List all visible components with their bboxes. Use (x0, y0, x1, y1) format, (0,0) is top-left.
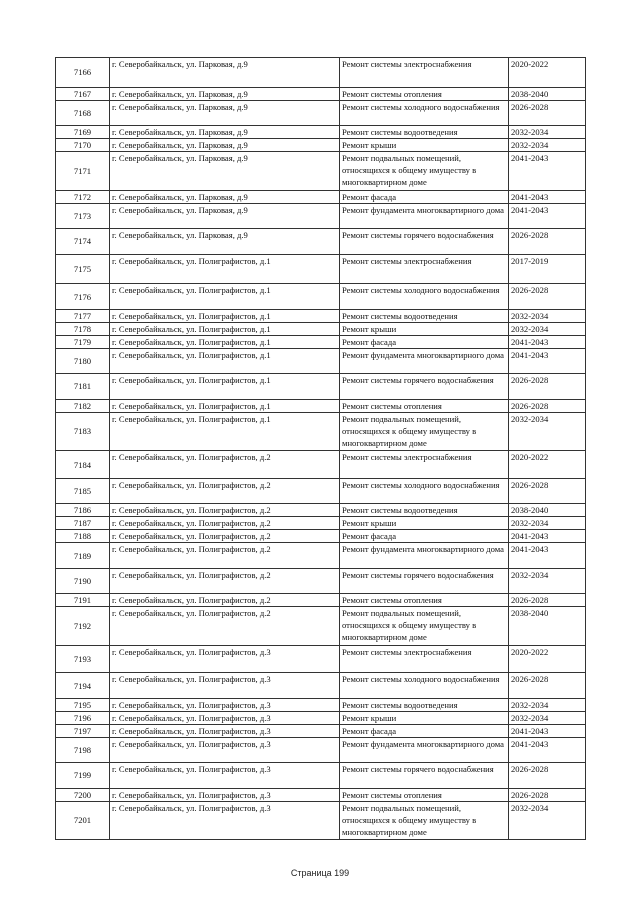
period-cell: 2020-2022 (509, 451, 586, 479)
period-cell: 2020-2022 (509, 58, 586, 88)
address-cell: г. Северобайкальск, ул. Полиграфистов, д.1 (110, 399, 340, 412)
address-cell: г. Северобайкальск, ул. Полиграфистов, д.2 (110, 543, 340, 568)
table-row (56, 229, 586, 254)
table-row (56, 788, 586, 801)
address-cell: г. Северобайкальск, ул. Полиграфистов, д.3 (110, 737, 340, 762)
work-type-cell: Ремонт подвальных помещений, относящихся к общему имуществу в многоквартирном доме (340, 412, 509, 451)
table-row (56, 530, 586, 543)
address-cell: г. Северобайкальск, ул. Парковая, д.9 (110, 139, 340, 152)
work-type-cell: Ремонт подвальных помещений, относящихся к общему имуществу в многоквартирном доме (340, 801, 509, 840)
row-number: 7181 (56, 374, 110, 399)
table-row (56, 594, 586, 607)
address-cell: г. Северобайкальск, ул. Полиграфистов, д.2 (110, 478, 340, 503)
work-type-cell: Ремонт фасада (340, 335, 509, 348)
table-row (56, 478, 586, 503)
row-number: 7189 (56, 543, 110, 568)
address-cell: г. Северобайкальск, ул. Полиграфистов, д.3 (110, 698, 340, 711)
period-cell: 2032-2034 (509, 139, 586, 152)
table-row (56, 399, 586, 412)
row-number: 7174 (56, 229, 110, 254)
row-number: 7192 (56, 607, 110, 646)
address-cell: г. Северобайкальск, ул. Полиграфистов, д.3 (110, 711, 340, 724)
address-cell: г. Северобайкальск, ул. Полиграфистов, д.1 (110, 412, 340, 451)
period-cell: 2032-2034 (509, 517, 586, 530)
period-cell: 2032-2034 (509, 322, 586, 335)
work-type-cell: Ремонт подвальных помещений, относящихся к общему имуществу в многоквартирном доме (340, 152, 509, 191)
address-cell: г. Северобайкальск, ул. Полиграфистов, д.1 (110, 348, 340, 373)
period-cell: 2026-2028 (509, 673, 586, 698)
period-cell: 2032-2034 (509, 568, 586, 593)
row-number: 7196 (56, 711, 110, 724)
row-number: 7169 (56, 126, 110, 139)
period-cell: 2038-2040 (509, 504, 586, 517)
row-number: 7180 (56, 348, 110, 373)
work-type-cell: Ремонт фундамента многоквартирного дома (340, 543, 509, 568)
row-number: 7183 (56, 412, 110, 451)
period-cell: 2026-2028 (509, 284, 586, 309)
row-number: 7195 (56, 698, 110, 711)
work-type-cell: Ремонт системы холодного водоснабжения (340, 100, 509, 125)
work-type-cell: Ремонт системы электроснабжения (340, 254, 509, 284)
table-row (56, 763, 586, 788)
work-type-cell: Ремонт системы электроснабжения (340, 451, 509, 479)
period-cell: 2032-2034 (509, 309, 586, 322)
work-type-cell: Ремонт системы отопления (340, 87, 509, 100)
work-type-cell: Ремонт системы отопления (340, 788, 509, 801)
table-row (56, 504, 586, 517)
period-cell: 2026-2028 (509, 594, 586, 607)
row-number: 7185 (56, 478, 110, 503)
address-cell: г. Северобайкальск, ул. Полиграфистов, д.3 (110, 724, 340, 737)
period-cell: 2041-2043 (509, 543, 586, 568)
period-cell: 2020-2022 (509, 645, 586, 673)
table-row (56, 645, 586, 673)
work-type-cell: Ремонт крыши (340, 517, 509, 530)
table-row (56, 543, 586, 568)
table-row (56, 801, 586, 840)
row-number: 7166 (56, 58, 110, 88)
table-body (56, 58, 586, 840)
table-row (56, 254, 586, 284)
row-number: 7186 (56, 504, 110, 517)
row-number: 7187 (56, 517, 110, 530)
table-row (56, 673, 586, 698)
period-cell: 2041-2043 (509, 203, 586, 228)
table-row (56, 126, 586, 139)
table-row (56, 203, 586, 228)
row-number: 7184 (56, 451, 110, 479)
row-number: 7194 (56, 673, 110, 698)
work-type-cell: Ремонт системы горячего водоснабжения (340, 568, 509, 593)
row-number: 7190 (56, 568, 110, 593)
row-number: 7172 (56, 190, 110, 203)
period-cell: 2041-2043 (509, 530, 586, 543)
period-cell: 2032-2034 (509, 412, 586, 451)
work-type-cell: Ремонт фасада (340, 530, 509, 543)
repair-schedule-table (55, 57, 586, 840)
work-type-cell: Ремонт системы холодного водоснабжения (340, 673, 509, 698)
address-cell: г. Северобайкальск, ул. Полиграфистов, д.2 (110, 568, 340, 593)
table-row (56, 348, 586, 373)
work-type-cell: Ремонт системы холодного водоснабжения (340, 478, 509, 503)
work-type-cell: Ремонт фасада (340, 724, 509, 737)
address-cell: г. Северобайкальск, ул. Полиграфистов, д.3 (110, 801, 340, 840)
table-row (56, 152, 586, 191)
address-cell: г. Северобайкальск, ул. Полиграфистов, д.2 (110, 451, 340, 479)
work-type-cell: Ремонт крыши (340, 139, 509, 152)
period-cell: 2026-2028 (509, 229, 586, 254)
row-number: 7198 (56, 737, 110, 762)
address-cell: г. Северобайкальск, ул. Парковая, д.9 (110, 229, 340, 254)
table-row (56, 724, 586, 737)
row-number: 7193 (56, 645, 110, 673)
table-row (56, 737, 586, 762)
row-number: 7200 (56, 788, 110, 801)
period-cell: 2026-2028 (509, 788, 586, 801)
table-row (56, 58, 586, 88)
period-cell: 2026-2028 (509, 374, 586, 399)
row-number: 7182 (56, 399, 110, 412)
table-row (56, 190, 586, 203)
period-cell: 2032-2034 (509, 711, 586, 724)
address-cell: г. Северобайкальск, ул. Полиграфистов, д.2 (110, 607, 340, 646)
row-number: 7176 (56, 284, 110, 309)
period-cell: 2026-2028 (509, 399, 586, 412)
table-row (56, 517, 586, 530)
row-number: 7197 (56, 724, 110, 737)
row-number: 7191 (56, 594, 110, 607)
address-cell: г. Северобайкальск, ул. Парковая, д.9 (110, 126, 340, 139)
address-cell: г. Северобайкальск, ул. Полиграфистов, д.2 (110, 594, 340, 607)
work-type-cell: Ремонт системы горячего водоснабжения (340, 763, 509, 788)
address-cell: г. Северобайкальск, ул. Парковая, д.9 (110, 190, 340, 203)
period-cell: 2026-2028 (509, 478, 586, 503)
table-row (56, 412, 586, 451)
work-type-cell: Ремонт крыши (340, 711, 509, 724)
row-number: 7171 (56, 152, 110, 191)
table-row (56, 711, 586, 724)
row-number: 7168 (56, 100, 110, 125)
work-type-cell: Ремонт фундамента многоквартирного дома (340, 203, 509, 228)
address-cell: г. Северобайкальск, ул. Полиграфистов, д.1 (110, 322, 340, 335)
row-number: 7199 (56, 763, 110, 788)
period-cell: 2041-2043 (509, 348, 586, 373)
row-number: 7177 (56, 309, 110, 322)
address-cell: г. Северобайкальск, ул. Полиграфистов, д.2 (110, 504, 340, 517)
row-number: 7173 (56, 203, 110, 228)
work-type-cell: Ремонт системы электроснабжения (340, 645, 509, 673)
period-cell: 2017-2019 (509, 254, 586, 284)
work-type-cell: Ремонт фундамента многоквартирного дома (340, 737, 509, 762)
table-row (56, 568, 586, 593)
work-type-cell: Ремонт системы водоотведения (340, 126, 509, 139)
address-cell: г. Северобайкальск, ул. Полиграфистов, д.3 (110, 673, 340, 698)
table-row (56, 374, 586, 399)
period-cell: 2026-2028 (509, 763, 586, 788)
row-number: 7175 (56, 254, 110, 284)
row-number: 7179 (56, 335, 110, 348)
table-row (56, 451, 586, 479)
address-cell: г. Северобайкальск, ул. Парковая, д.9 (110, 87, 340, 100)
address-cell: г. Северобайкальск, ул. Парковая, д.9 (110, 100, 340, 125)
period-cell: 2032-2034 (509, 801, 586, 840)
work-type-cell: Ремонт системы электроснабжения (340, 58, 509, 88)
work-type-cell: Ремонт фундамента многоквартирного дома (340, 348, 509, 373)
table-row (56, 335, 586, 348)
period-cell: 2038-2040 (509, 607, 586, 646)
address-cell: г. Северобайкальск, ул. Полиграфистов, д.1 (110, 254, 340, 284)
address-cell: г. Северобайкальск, ул. Парковая, д.9 (110, 58, 340, 88)
work-type-cell: Ремонт системы отопления (340, 399, 509, 412)
table-row (56, 322, 586, 335)
work-type-cell: Ремонт крыши (340, 322, 509, 335)
table-row (56, 309, 586, 322)
row-number: 7167 (56, 87, 110, 100)
work-type-cell: Ремонт системы водоотведения (340, 504, 509, 517)
row-number: 7170 (56, 139, 110, 152)
row-number: 7201 (56, 801, 110, 840)
address-cell: г. Северобайкальск, ул. Полиграфистов, д.2 (110, 530, 340, 543)
work-type-cell: Ремонт системы холодного водоснабжения (340, 284, 509, 309)
address-cell: г. Северобайкальск, ул. Полиграфистов, д.1 (110, 309, 340, 322)
table-row (56, 100, 586, 125)
address-cell: г. Северобайкальск, ул. Полиграфистов, д.1 (110, 335, 340, 348)
table-row (56, 284, 586, 309)
period-cell: 2041-2043 (509, 724, 586, 737)
period-cell: 2038-2040 (509, 87, 586, 100)
address-cell: г. Северобайкальск, ул. Полиграфистов, д.3 (110, 645, 340, 673)
period-cell: 2032-2034 (509, 126, 586, 139)
work-type-cell: Ремонт системы горячего водоснабжения (340, 229, 509, 254)
work-type-cell: Ремонт системы водоотведения (340, 309, 509, 322)
address-cell: г. Северобайкальск, ул. Парковая, д.9 (110, 203, 340, 228)
work-type-cell: Ремонт фасада (340, 190, 509, 203)
table-row (56, 607, 586, 646)
period-cell: 2041-2043 (509, 335, 586, 348)
address-cell: г. Северобайкальск, ул. Полиграфистов, д.1 (110, 374, 340, 399)
period-cell: 2041-2043 (509, 190, 586, 203)
row-number: 7188 (56, 530, 110, 543)
work-type-cell: Ремонт системы горячего водоснабжения (340, 374, 509, 399)
period-cell: 2026-2028 (509, 100, 586, 125)
work-type-cell: Ремонт системы отопления (340, 594, 509, 607)
row-number: 7178 (56, 322, 110, 335)
period-cell: 2041-2043 (509, 737, 586, 762)
address-cell: г. Северобайкальск, ул. Полиграфистов, д.2 (110, 517, 340, 530)
period-cell: 2041-2043 (509, 152, 586, 191)
period-cell: 2032-2034 (509, 698, 586, 711)
table-row (56, 698, 586, 711)
table-row (56, 87, 586, 100)
address-cell: г. Северобайкальск, ул. Полиграфистов, д.3 (110, 788, 340, 801)
address-cell: г. Северобайкальск, ул. Полиграфистов, д.3 (110, 763, 340, 788)
address-cell: г. Северобайкальск, ул. Полиграфистов, д.1 (110, 284, 340, 309)
work-type-cell: Ремонт подвальных помещений, относящихся к общему имуществу в многоквартирном доме (340, 607, 509, 646)
work-type-cell: Ремонт системы водоотведения (340, 698, 509, 711)
page-number: Страница 199 (290, 868, 350, 878)
table-row (56, 139, 586, 152)
address-cell: г. Северобайкальск, ул. Парковая, д.9 (110, 152, 340, 191)
